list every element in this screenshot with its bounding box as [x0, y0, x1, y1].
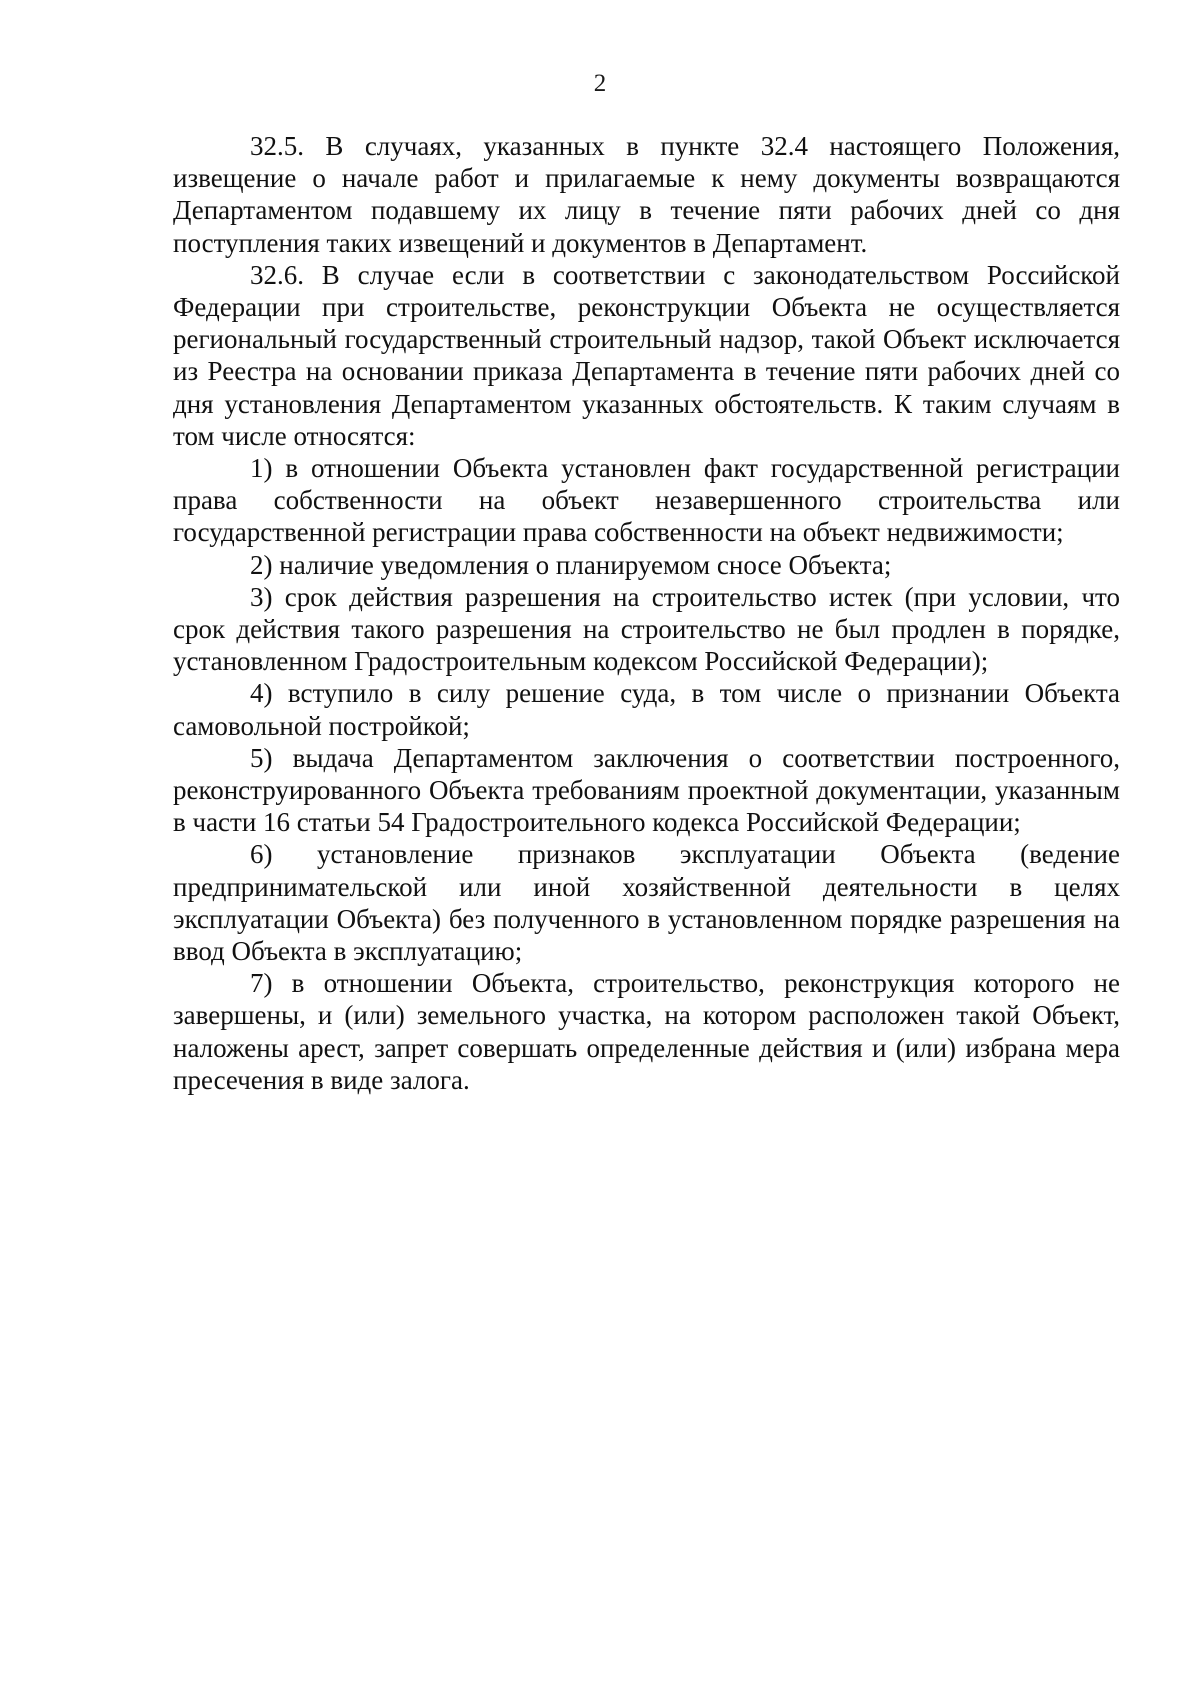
list-item-2: 2) наличие уведомления о планируемом сносе Объекта;	[250, 549, 892, 580]
paragraph-32-5: 32.5. В случаях, указанных в пункте 32.4 настоящего Положения, извещение о начале работ и прилагаемые к нему документы возвращаются Департаментом подавшему их лицу в течение пяти рабочих дней со дня поступления таких извещений и документов в Департамент.	[173, 131, 1120, 258]
list-item-7: 7) в отношении Объекта, строительство, реконструкция которого не завершены, и (или) земельного участка, на котором расположен такой Объект, наложены арест, запрет совершать определенные действия и (или) избрана мера пресечения в виде залога.	[173, 968, 1120, 1095]
list-item-6: 6) установление признаков эксплуатации Объекта (ведение предпринимательской или иной хозяйственной деятельности в целях эксплуатации Объекта) без полученного в установленном порядке разрешения на ввод Объекта в эксплуатацию;	[173, 839, 1120, 967]
document-body	[173, 130, 1120, 1096]
list-item-4: 4) вступило в силу решение суда, в том числе о признании Объекта самовольной постройкой;	[173, 678, 1120, 741]
page-number: 2	[593, 70, 607, 97]
list-item-5: 5) выдача Департаментом заключения о соответствии построенного, реконструированного Объекта требованиям проектной документации, указанным в части 16 статьи 54 Градостроительного кодекса Российской Федерации;	[173, 742, 1120, 838]
list-item-3: 3) срок действия разрешения на строительство истек (при условии, что срок действия такого разрешения на строительство не был продлен в порядке, установленном Градостроительным кодексом Российской Федерации);	[173, 581, 1120, 677]
list-item-1: 1) в отношении Объекта установлен факт государственной регистрации права собственности на объект незавершенного строительства или государственной регистрации права собственности на объект недвижимости;	[173, 453, 1120, 548]
paragraph-32-6: 32.6. В случае если в соответствии с законодательством Российской Федерации при строительстве, реконструкции Объекта не осуществляется региональный государственный строительный надзор, такой Объект исключается из Реестра на основании приказа Департамента в течение пяти рабочих дней со дня установления Департаментом указанных обстоятельств. К таким случаям в том числе относятся:	[173, 259, 1120, 451]
